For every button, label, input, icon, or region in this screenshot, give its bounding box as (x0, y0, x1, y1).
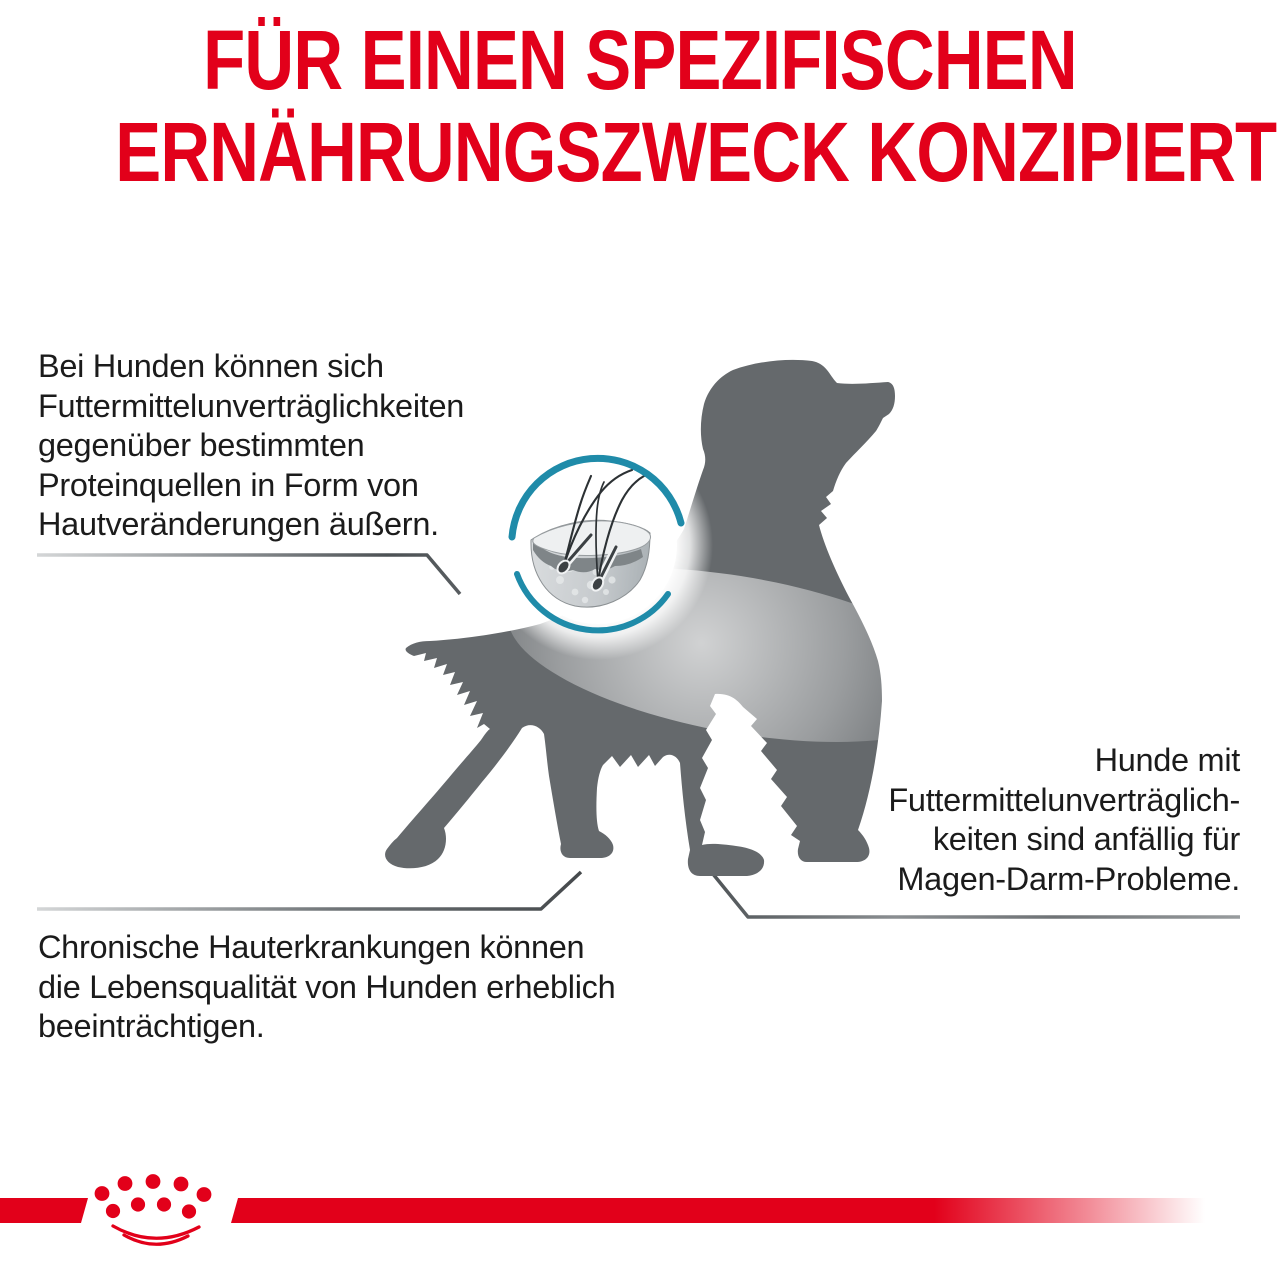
royal-canin-crown-logo-icon (95, 1174, 212, 1244)
callout-text-skin-line: Futtermittelunverträglichkeiten (38, 387, 465, 424)
callout-text-quality-line: beeinträchtigen. (38, 1008, 265, 1044)
callout-text-quality-of-life (38, 928, 615, 1047)
footer-stripe-left (0, 1198, 88, 1223)
page-title-line-1: FÜR EINEN SPEZIFISCHEN (203, 13, 1077, 107)
callout-text-quality-line: Chronische Hauterkrankungen können (38, 929, 585, 965)
callout-text-digestive (888, 741, 1240, 899)
page-title-line-2: ERNÄHRUNGSZWECK KONZIPIERT (115, 105, 1277, 199)
callout-line-skin (37, 555, 460, 594)
callout-text-digestive-line: keiten sind anfällig für (932, 821, 1240, 857)
callout-text-digestive-line: Futtermittelunverträglich- (888, 781, 1240, 818)
callout-text-skin-line: Bei Hunden können sich (38, 348, 384, 384)
footer-stripe (0, 1198, 1206, 1223)
callout-text-skin-line: Proteinquellen in Form von (38, 466, 419, 503)
footer-stripe-right (231, 1198, 1206, 1223)
callout-text-skin-line: gegenüber bestimmten (38, 427, 365, 463)
page-title (0, 14, 1280, 198)
callout-text-digestive-line: Hunde mit (1094, 742, 1240, 778)
callout-text-quality-line: die Lebensqualität von Hunden erheblich (38, 968, 616, 1005)
callout-text-skin (38, 347, 464, 545)
callout-line-quality-of-life (37, 872, 581, 909)
callout-text-skin-line: Hautveränderungen äußern. (38, 506, 439, 542)
skin-inset-badge (483, 430, 713, 660)
callout-text-digestive-line: Magen-Darm-Probleme. (897, 860, 1240, 897)
